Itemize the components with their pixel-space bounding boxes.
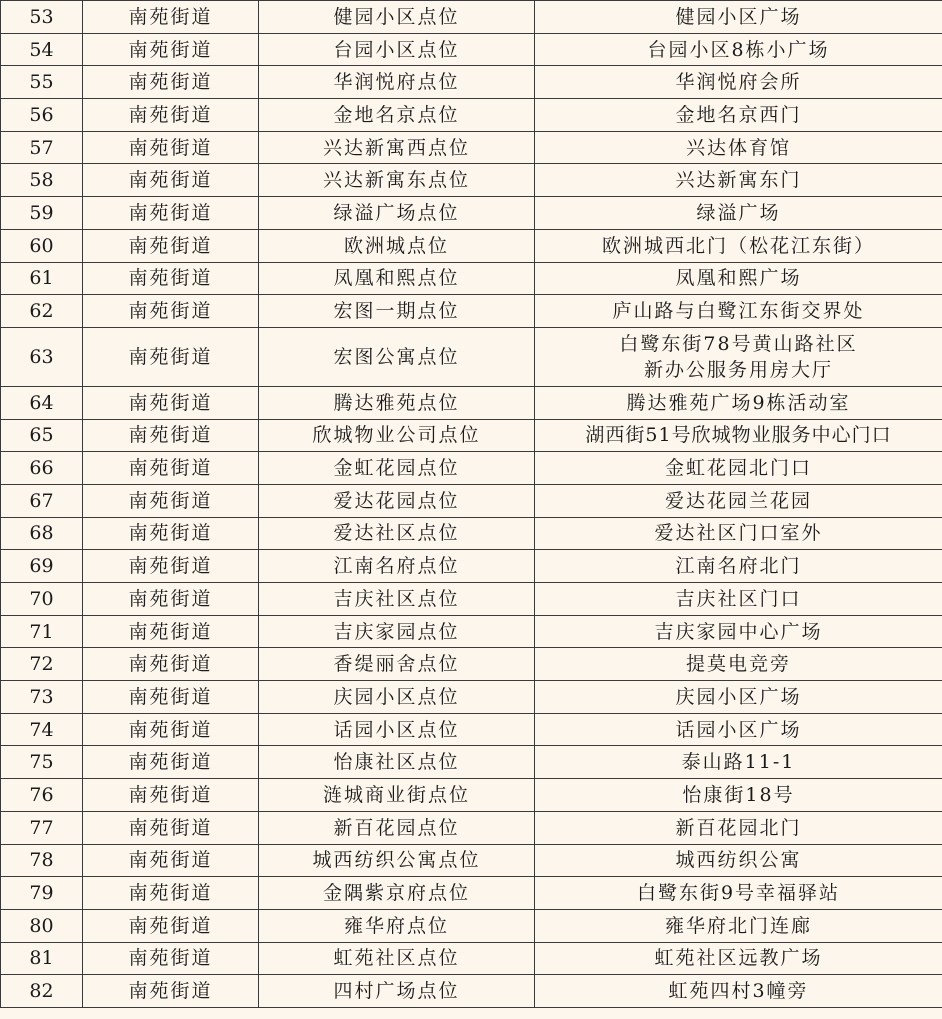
row-number: 58 (1, 164, 83, 197)
point-cell: 怡康社区点位 (259, 746, 535, 779)
street-cell: 南苑街道 (83, 844, 259, 877)
table-row (1, 713, 942, 746)
location-cell (535, 327, 942, 386)
point-cell: 虹苑社区点位 (259, 942, 535, 975)
point-cell: 吉庆社区点位 (259, 583, 535, 616)
row-number: 61 (1, 262, 83, 295)
point-cell: 四村广场点位 (259, 975, 535, 1008)
location-cell: 提莫电竞旁 (535, 648, 942, 681)
point-cell: 爱达社区点位 (259, 517, 535, 550)
location-cell: 欧洲城西北门（松花江东街） (535, 229, 942, 262)
row-number: 64 (1, 386, 83, 419)
location-line-1: 白鹭东街78号黄山路社区 (619, 332, 858, 355)
point-cell: 华润悦府点位 (259, 66, 535, 99)
location-cell: 凤凰和熙广场 (535, 262, 942, 295)
point-cell: 雍华府点位 (259, 909, 535, 942)
street-cell: 南苑街道 (83, 131, 259, 164)
table-row (1, 452, 942, 485)
street-cell: 南苑街道 (83, 713, 259, 746)
location-cell: 台园小区8栋小广场 (535, 33, 942, 66)
street-cell: 南苑街道 (83, 648, 259, 681)
table-row (1, 1, 942, 34)
street-cell: 南苑街道 (83, 164, 259, 197)
street-cell: 南苑街道 (83, 327, 259, 386)
street-cell: 南苑街道 (83, 66, 259, 99)
point-cell: 新百花园点位 (259, 811, 535, 844)
point-cell: 庆园小区点位 (259, 681, 535, 714)
table-row (1, 164, 942, 197)
point-cell: 香缇丽舍点位 (259, 648, 535, 681)
location-cell: 健园小区广场 (535, 1, 942, 34)
location-cell: 金地名京西门 (535, 99, 942, 132)
point-cell: 爱达花园点位 (259, 484, 535, 517)
table-row (1, 99, 942, 132)
table-row (1, 386, 942, 419)
table-row (1, 197, 942, 230)
table-row (1, 33, 942, 66)
row-number: 72 (1, 648, 83, 681)
point-cell: 金虹花园点位 (259, 452, 535, 485)
table-row (1, 681, 942, 714)
street-cell: 南苑街道 (83, 484, 259, 517)
location-line-2: 新办公服务用房大厅 (643, 358, 833, 381)
table-row (1, 746, 942, 779)
point-cell: 金地名京点位 (259, 99, 535, 132)
point-cell: 宏图公寓点位 (259, 327, 535, 386)
table-row (1, 517, 942, 550)
location-cell: 白鹭东街9号幸福驿站 (535, 877, 942, 910)
street-cell: 南苑街道 (83, 681, 259, 714)
table-row (1, 66, 942, 99)
table-row (1, 295, 942, 328)
table-row (1, 262, 942, 295)
location-cell: 兴达体育馆 (535, 131, 942, 164)
row-number: 77 (1, 811, 83, 844)
street-cell: 南苑街道 (83, 975, 259, 1008)
point-cell: 健园小区点位 (259, 1, 535, 34)
point-cell: 凤凰和熙点位 (259, 262, 535, 295)
row-number: 69 (1, 550, 83, 583)
location-cell: 庆园小区广场 (535, 681, 942, 714)
street-cell: 南苑街道 (83, 452, 259, 485)
location-cell: 绿溢广场 (535, 197, 942, 230)
table-row (1, 844, 942, 877)
row-number: 65 (1, 419, 83, 452)
row-number: 70 (1, 583, 83, 616)
location-cell: 湖西街51号欣城物业服务中心门口 (535, 419, 942, 452)
table-row (1, 583, 942, 616)
street-cell: 南苑街道 (83, 746, 259, 779)
row-number: 74 (1, 713, 83, 746)
table-row (1, 550, 942, 583)
point-cell: 涟城商业街点位 (259, 779, 535, 812)
row-number: 79 (1, 877, 83, 910)
table-row (1, 131, 942, 164)
location-cell: 泰山路11-1 (535, 746, 942, 779)
row-number: 63 (1, 327, 83, 386)
location-cell: 江南名府北门 (535, 550, 942, 583)
row-number: 67 (1, 484, 83, 517)
street-cell: 南苑街道 (83, 1, 259, 34)
street-cell: 南苑街道 (83, 386, 259, 419)
location-cell: 爱达社区门口室外 (535, 517, 942, 550)
location-cell: 虹苑四村3幢旁 (535, 975, 942, 1008)
street-cell: 南苑街道 (83, 811, 259, 844)
street-cell: 南苑街道 (83, 262, 259, 295)
table-row (1, 648, 942, 681)
row-number: 73 (1, 681, 83, 714)
street-cell: 南苑街道 (83, 615, 259, 648)
location-cell: 腾达雅苑广场9栋活动室 (535, 386, 942, 419)
point-cell: 腾达雅苑点位 (259, 386, 535, 419)
row-number: 78 (1, 844, 83, 877)
location-cell: 华润悦府会所 (535, 66, 942, 99)
point-cell: 话园小区点位 (259, 713, 535, 746)
location-cell: 吉庆家园中心广场 (535, 615, 942, 648)
point-cell: 兴达新寓东点位 (259, 164, 535, 197)
street-cell: 南苑街道 (83, 779, 259, 812)
row-number: 53 (1, 1, 83, 34)
point-cell: 欧洲城点位 (259, 229, 535, 262)
point-cell: 欣城物业公司点位 (259, 419, 535, 452)
point-cell: 宏图一期点位 (259, 295, 535, 328)
point-cell: 城西纺织公寓点位 (259, 844, 535, 877)
row-number: 54 (1, 33, 83, 66)
row-number: 59 (1, 197, 83, 230)
table-row (1, 229, 942, 262)
location-cell: 爱达花园兰花园 (535, 484, 942, 517)
row-number: 76 (1, 779, 83, 812)
location-cell: 话园小区广场 (535, 713, 942, 746)
row-number: 81 (1, 942, 83, 975)
location-cell: 新百花园北门 (535, 811, 942, 844)
street-cell: 南苑街道 (83, 197, 259, 230)
row-number: 56 (1, 99, 83, 132)
row-number: 55 (1, 66, 83, 99)
row-number: 71 (1, 615, 83, 648)
table-row (1, 779, 942, 812)
row-number: 60 (1, 229, 83, 262)
row-number: 57 (1, 131, 83, 164)
street-cell: 南苑街道 (83, 909, 259, 942)
street-cell: 南苑街道 (83, 877, 259, 910)
street-cell: 南苑街道 (83, 419, 259, 452)
street-cell: 南苑街道 (83, 517, 259, 550)
location-cell: 金虹花园北门口 (535, 452, 942, 485)
street-cell: 南苑街道 (83, 550, 259, 583)
table-row (1, 909, 942, 942)
table-row (1, 975, 942, 1008)
street-cell: 南苑街道 (83, 99, 259, 132)
location-cell: 雍华府北门连廊 (535, 909, 942, 942)
location-cell: 虹苑社区远教广场 (535, 942, 942, 975)
street-cell: 南苑街道 (83, 33, 259, 66)
street-cell: 南苑街道 (83, 942, 259, 975)
location-cell: 庐山路与白鹭江东街交界处 (535, 295, 942, 328)
street-cell: 南苑街道 (83, 295, 259, 328)
street-cell: 南苑街道 (83, 583, 259, 616)
point-cell: 吉庆家园点位 (259, 615, 535, 648)
location-cell: 城西纺织公寓 (535, 844, 942, 877)
table-row (1, 811, 942, 844)
row-number: 80 (1, 909, 83, 942)
row-number: 75 (1, 746, 83, 779)
point-cell: 台园小区点位 (259, 33, 535, 66)
table-row (1, 615, 942, 648)
table-row (1, 484, 942, 517)
location-cell: 兴达新寓东门 (535, 164, 942, 197)
table-row (1, 877, 942, 910)
point-cell: 金隅紫京府点位 (259, 877, 535, 910)
street-cell: 南苑街道 (83, 229, 259, 262)
row-number: 68 (1, 517, 83, 550)
point-cell: 绿溢广场点位 (259, 197, 535, 230)
location-cell: 怡康街18号 (535, 779, 942, 812)
row-number: 62 (1, 295, 83, 328)
location-cell: 吉庆社区门口 (535, 583, 942, 616)
table-row (1, 327, 942, 386)
point-cell: 兴达新寓西点位 (259, 131, 535, 164)
point-cell: 江南名府点位 (259, 550, 535, 583)
table-row (1, 419, 942, 452)
row-number: 82 (1, 975, 83, 1008)
row-number: 66 (1, 452, 83, 485)
table-row (1, 942, 942, 975)
